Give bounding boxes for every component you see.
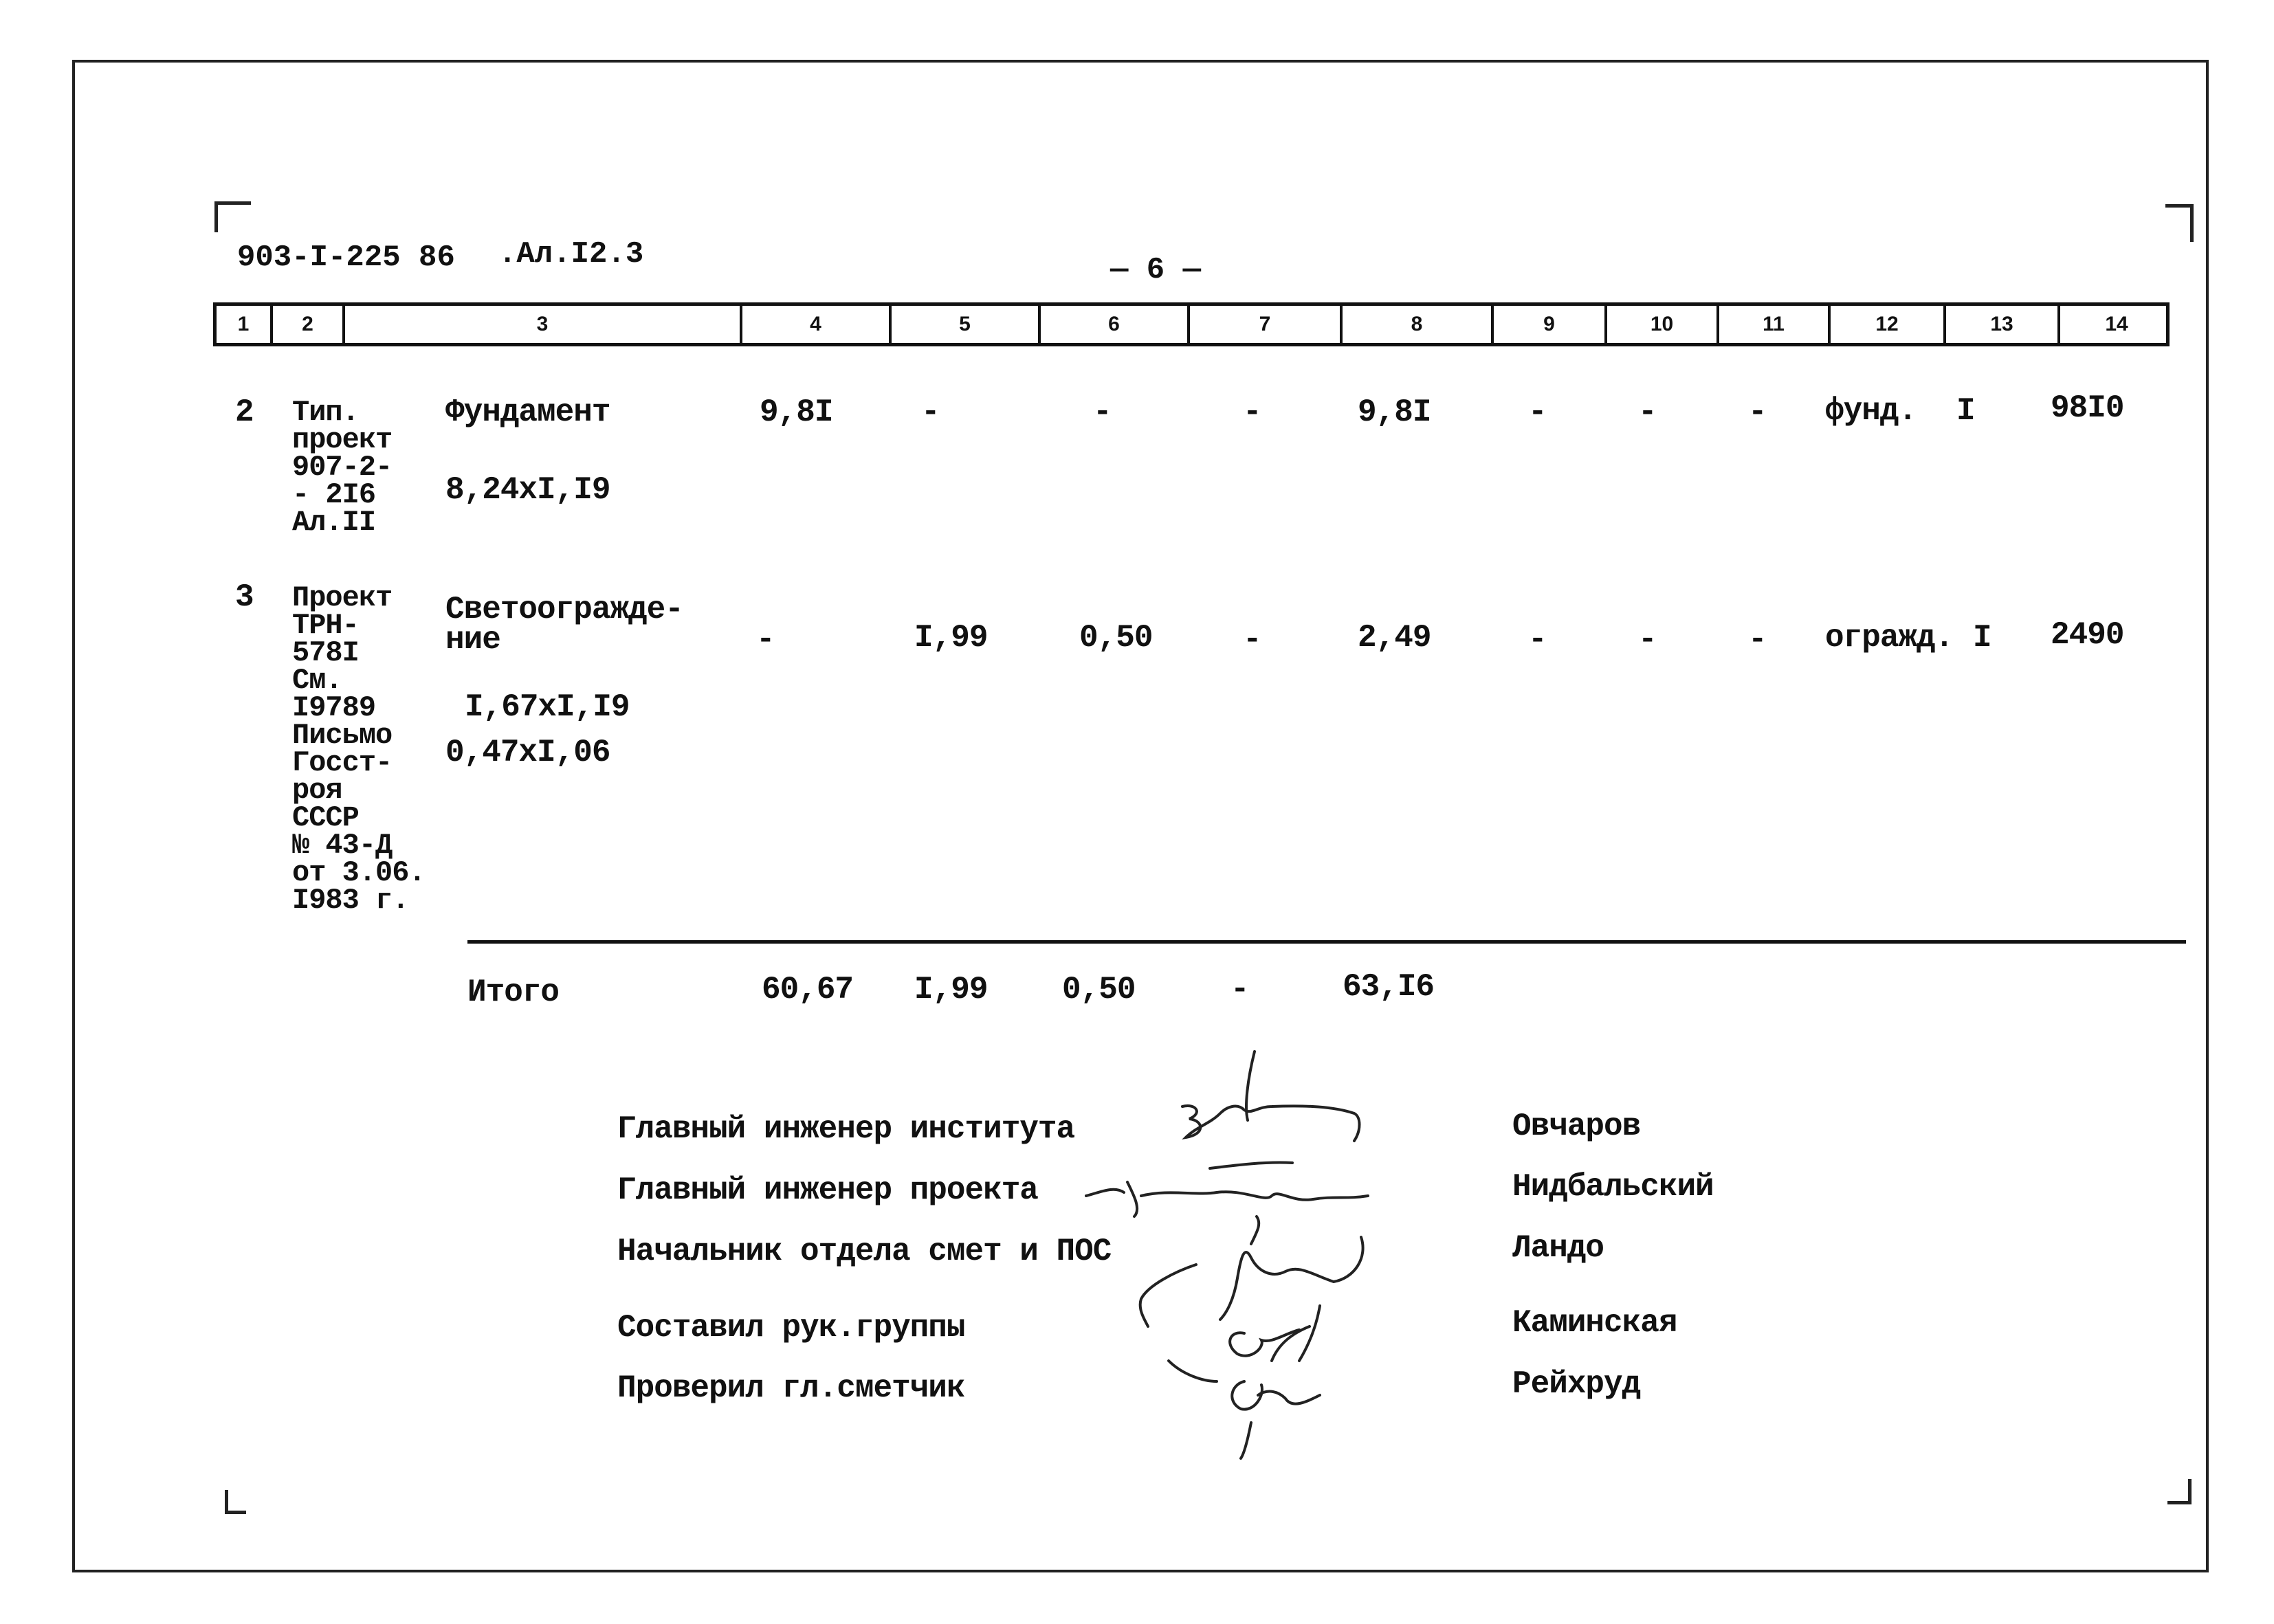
cell-col9: - [1528,394,1547,430]
document-code: 903-I-225 86 [237,241,455,275]
signature-name: Нидбальский [1512,1169,1714,1205]
corner-mark-bottom-left [225,1490,246,1514]
handwritten-signatures [1072,1038,1457,1464]
column-number: 6 [1041,306,1190,343]
cell-col11: - [1748,394,1767,430]
corner-mark-bottom-right [2167,1479,2192,1504]
total-col7: - [1230,972,1249,1008]
column-number: 3 [345,306,742,343]
cell-col8: 9,8I [1358,394,1431,430]
row-item-size: I,67хI,I9 0,47хI,06 [445,689,630,770]
column-number: 10 [1607,306,1719,343]
column-number: 7 [1190,306,1343,343]
cell-col6: - [1093,394,1112,430]
row-source-reference: Тип. проект 907-2- - 2I6 Ал.II [292,396,393,539]
cell-col12: фунд. [1825,393,1917,429]
album-number: .Ал.I2.3 [498,237,644,271]
column-number: 2 [273,306,345,343]
cell-col7: - [1243,622,1261,658]
signature-name: Ландо [1512,1230,1604,1266]
row-source-reference: Проект ТРН- 578I См. I9789 Письмо Госст- роя СССР № 43-Д от 3.06. I983 г. [292,581,426,917]
row-number: 3 [235,579,254,615]
column-number: 8 [1343,306,1494,343]
total-separator-line [467,940,2186,944]
signature-name: Рейхруд [1512,1366,1641,1402]
column-number-strip [213,302,2170,346]
column-number: 12 [1831,306,1946,343]
cell-col10: - [1638,394,1657,430]
row-item-name: Светоогражде- ние [445,592,683,658]
cell-col4: - [756,622,775,658]
cell-col13: I [1956,393,1975,429]
row-number: 2 [235,394,254,430]
row-item-size: 8,24хI,I9 [445,472,610,508]
cell-col8: 2,49 [1358,620,1431,656]
corner-mark-top-right [2165,204,2194,242]
row-item-name: Фундамент [445,394,610,430]
cell-col10: - [1638,622,1657,658]
column-number: 5 [892,306,1041,343]
cell-col4: 9,8I [760,394,833,430]
page-number: — 6 — [1110,253,1202,287]
cell-col14: 2490 [2051,617,2124,653]
column-number: 11 [1719,306,1831,343]
cell-col11: - [1748,622,1767,658]
column-number: 1 [217,306,273,343]
signature-role: Начальник отдела смет и ПОС [617,1234,1112,1269]
cell-col13: I [1973,620,1991,656]
signature-role: Составил рук.группы [617,1310,965,1346]
cell-col12: огражд. [1825,620,1954,656]
signature-role: Главный инженер проекта [617,1172,1038,1208]
column-number: 13 [1946,306,2060,343]
signature-role: Главный инженер института [617,1111,1075,1147]
signature-role: Проверил гл.сметчик [617,1370,965,1406]
total-label: Итого [467,975,560,1010]
cell-col6: 0,50 [1079,620,1153,656]
column-number: 14 [2105,313,2128,335]
cell-col5: - [921,394,940,430]
column-number: 4 [742,306,892,343]
total-col4: 60,67 [762,972,854,1008]
signature-name: Овчаров [1512,1109,1641,1144]
cell-col14: 98I0 [2051,390,2124,426]
total-col5: I,99 [914,972,988,1008]
cell-col9: - [1528,622,1547,658]
total-col8: 63,I6 [1343,969,1435,1005]
signature-name: Каминская [1512,1305,1677,1341]
cell-col7: - [1243,394,1261,430]
total-col6: 0,50 [1062,972,1136,1008]
cell-col5: I,99 [914,620,988,656]
column-number: 9 [1494,306,1607,343]
corner-mark-top-left [214,201,251,232]
